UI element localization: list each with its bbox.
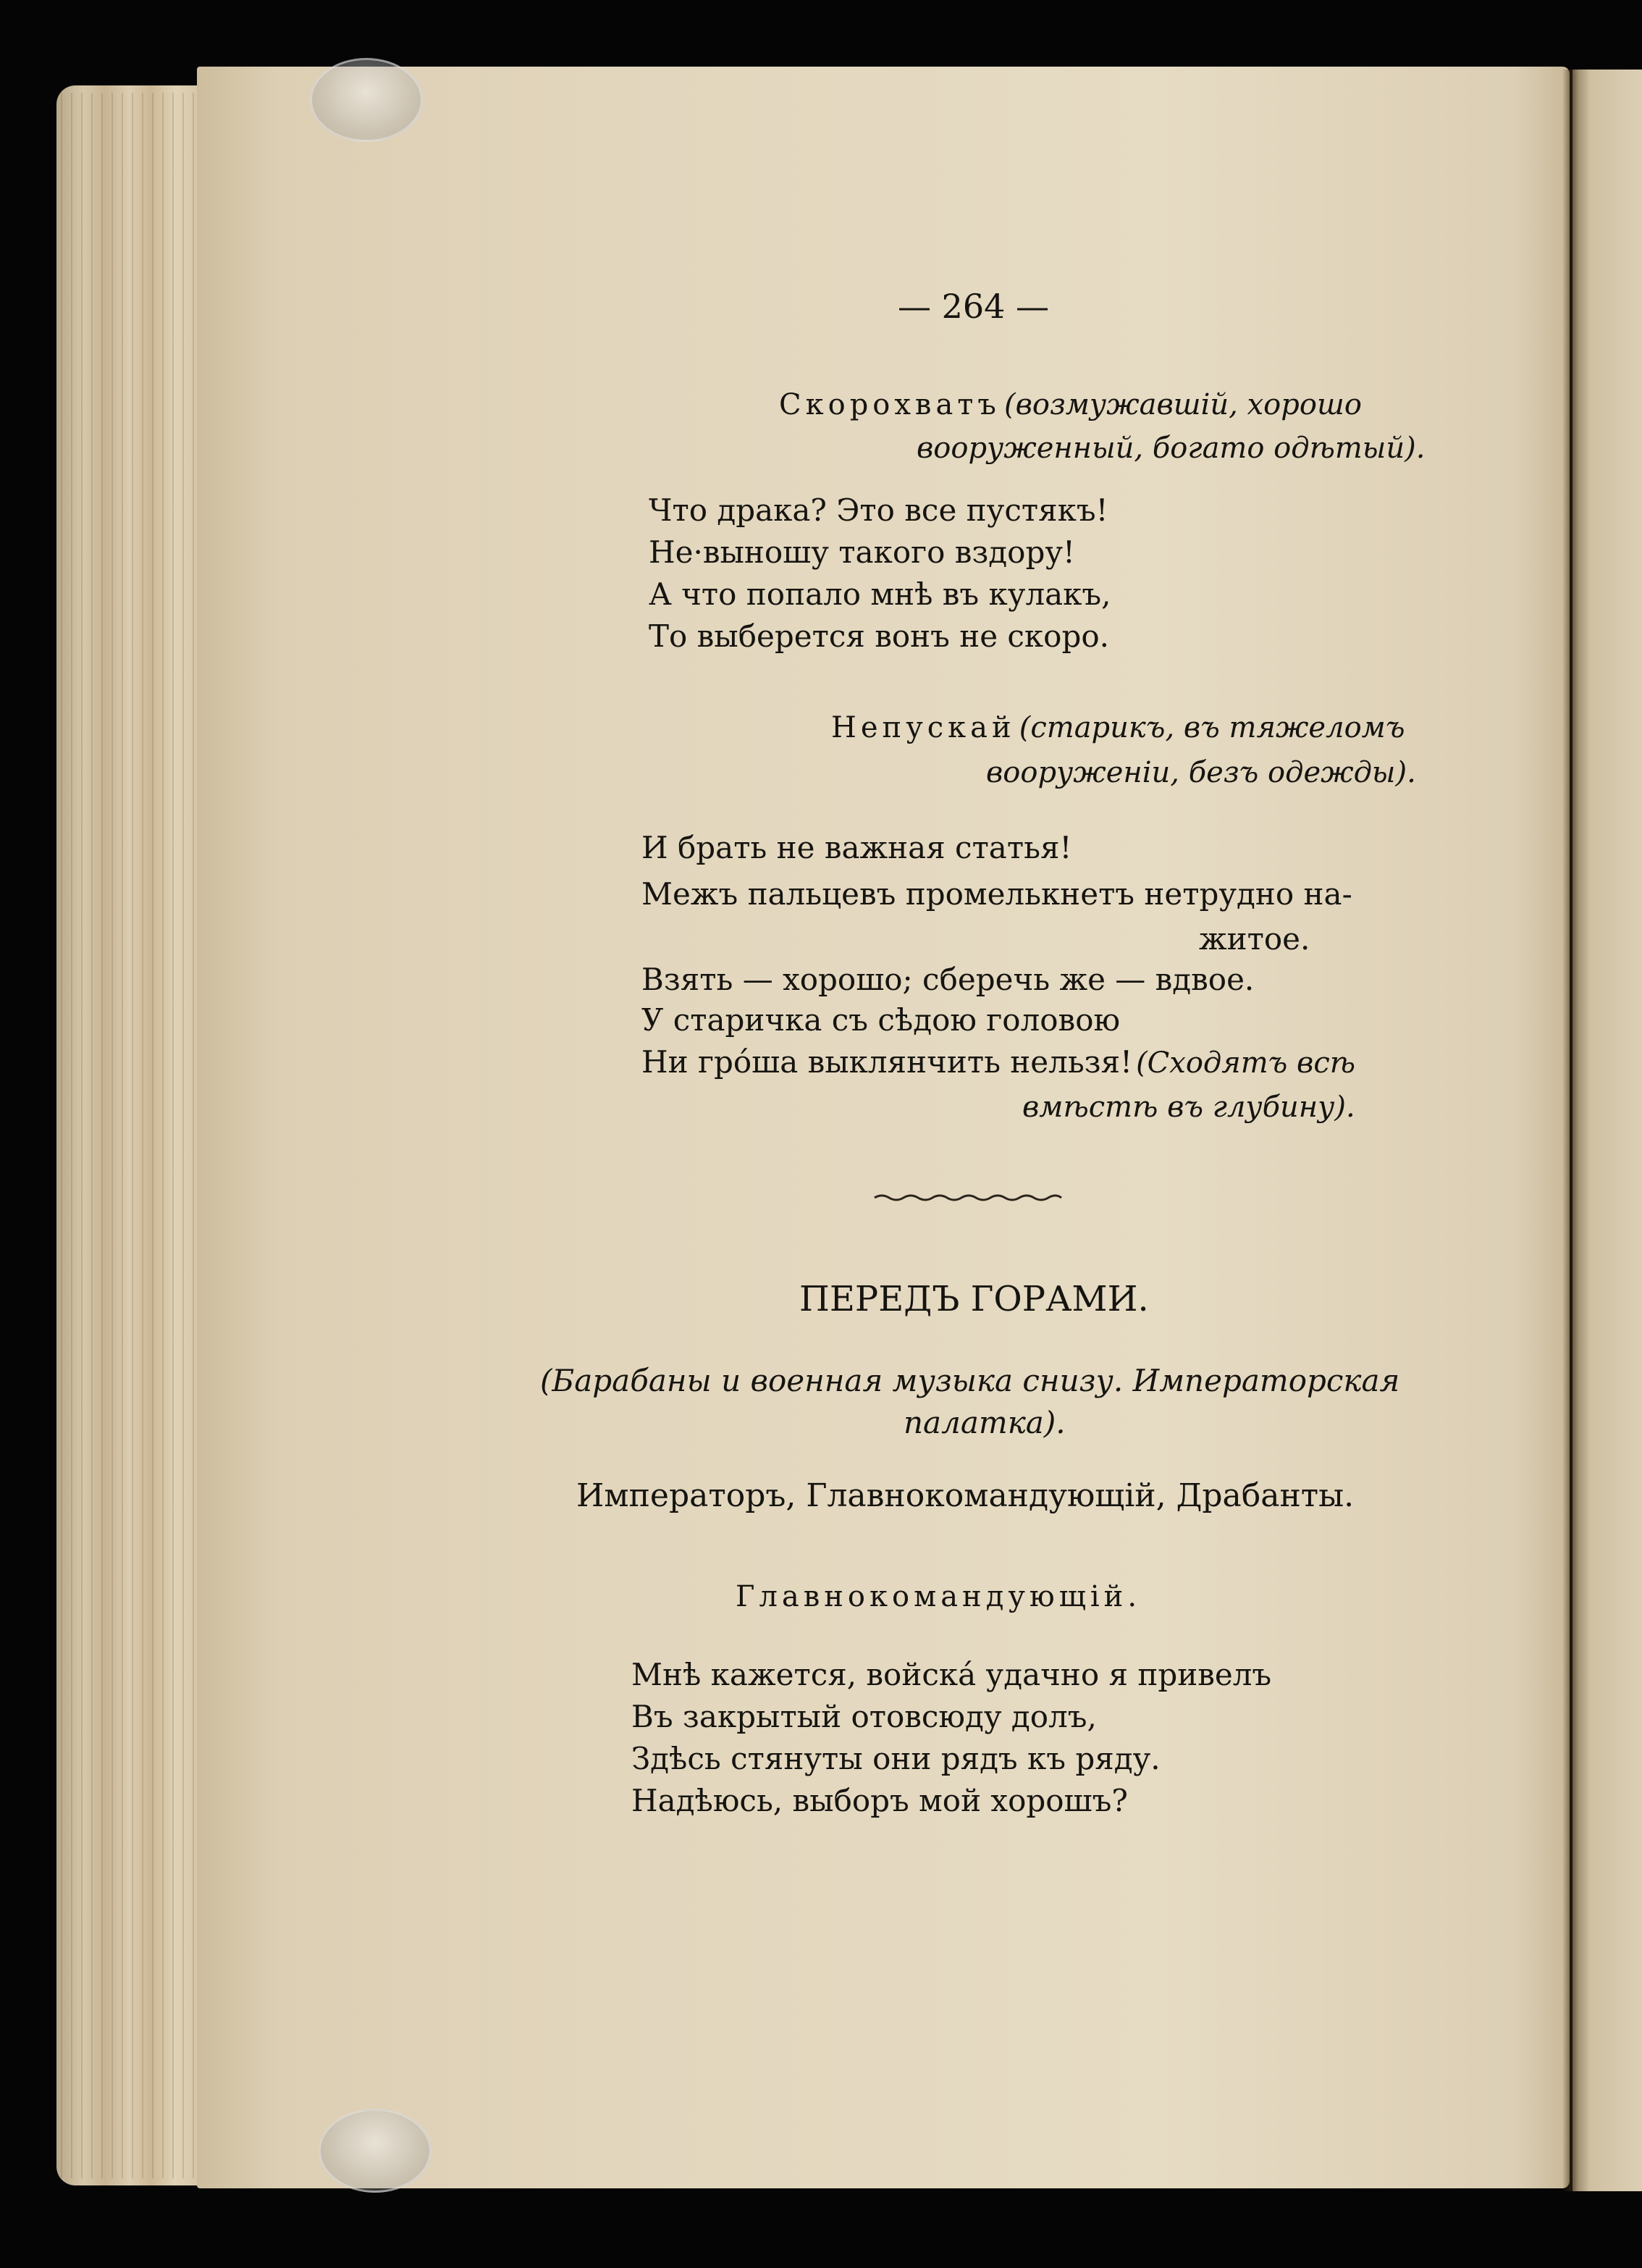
page-number: — 264 —	[898, 287, 1050, 326]
verse-line: И брать не важная статья!	[641, 830, 1072, 865]
verse-line: Не·выношу такого вздору!	[649, 534, 1075, 570]
speaker-name: Главнокомандующій.	[736, 1580, 1142, 1613]
speaker-block-2	[831, 711, 1405, 744]
stage-direction-cont: вооруженіи, безъ одежды).	[986, 756, 1416, 789]
verse-line: То выберется вонъ не скоро.	[649, 618, 1109, 654]
ornamental-divider	[873, 1192, 1063, 1204]
scene-setting: (Барабаны и военная музыка снизу. Императорская	[540, 1363, 1400, 1398]
verse-line: Ни грóша выклянчить нельзя!	[641, 1044, 1132, 1080]
scene-setting-cont: палатка).	[904, 1405, 1066, 1440]
glass-clip-bottom	[319, 2109, 431, 2193]
speaker-block-1	[779, 388, 1362, 421]
verse-line-cont: житое.	[1199, 921, 1310, 957]
next-page-edge	[1572, 70, 1642, 2191]
verse-line: Что драка? Это все пустякъ!	[649, 492, 1108, 528]
book-gutter	[1562, 70, 1578, 2191]
stage-direction-cont: вооруженный, богато одѣтый).	[917, 432, 1426, 465]
character-list: Императоръ, Главнокомандующій, Драбанты.	[576, 1477, 1355, 1514]
exit-direction: (Сходятъ всѣ	[1136, 1046, 1356, 1080]
stage-direction: (возмужавшій, хорошо	[1003, 388, 1362, 421]
speaker-name: Скорохватъ	[779, 388, 1001, 421]
page-edges	[56, 85, 209, 2185]
verse-line: Взять — хорошо; сберечь же — вдвое.	[641, 962, 1255, 997]
verse-line: Межъ пальцевъ промелькнетъ нетрудно на-	[641, 876, 1352, 912]
exit-direction-cont: вмѣстѣ въ глубину).	[1022, 1091, 1355, 1124]
speaker-name: Непускай	[831, 711, 1016, 744]
glass-clip-top	[310, 58, 423, 142]
verse-line: Въ закрытый отовсюду долъ,	[631, 1699, 1097, 1734]
verse-line: Мнѣ кажется, войскá удачно я привелъ	[631, 1657, 1272, 1692]
verse-line-with-exit	[641, 1044, 1355, 1080]
verse-line: Здѣсь стянуты они рядъ къ ряду.	[631, 1741, 1161, 1776]
verse-line: У старичка съ сѣдою головою	[641, 1002, 1121, 1038]
verse-line: А что попало мнѣ въ кулакъ,	[649, 576, 1111, 612]
scene-title: ПЕРЕДЪ ГОРАМИ.	[799, 1279, 1149, 1319]
stage-direction: (старикъ, въ тяжеломъ	[1019, 711, 1405, 744]
verse-line: Надѣюсь, выборъ мой хорошъ?	[631, 1783, 1128, 1818]
book-page	[197, 67, 1570, 2188]
